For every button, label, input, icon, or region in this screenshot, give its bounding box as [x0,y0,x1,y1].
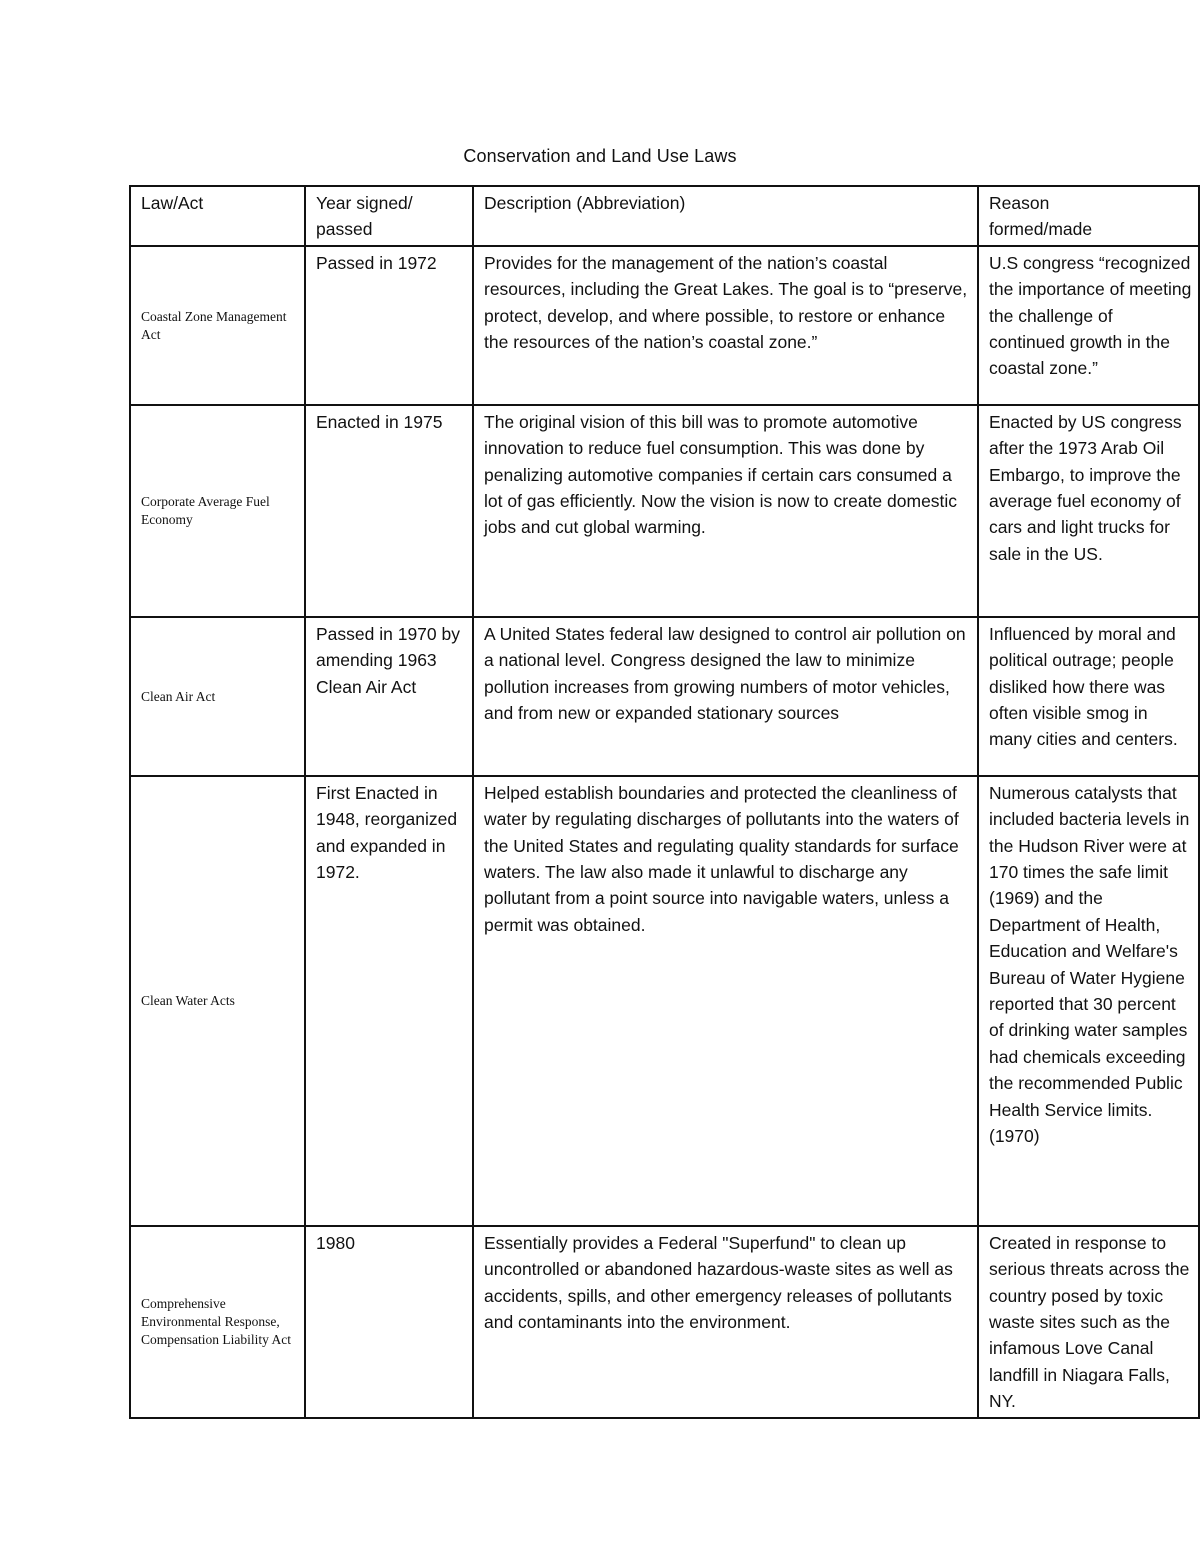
law-name-cell [130,405,305,617]
header-year [305,186,473,246]
reason-cell [978,1226,1199,1418]
law-description: Provides for the management of the nation’s coastal resources, including the Great Lakes. The goal is to “preserve, protect, develop, and where possible, to restore or enhance the resources of the nation’s coastal zone.” [484,252,968,353]
law-reason: Influenced by moral and political outrage; people disliked how there was often visible smog in many cities and centers. [989,623,1178,750]
description-cell [473,246,978,405]
year-cell [305,405,473,617]
law-name: Comprehensive Environmental Response, Compensation Liability Act [141,1296,291,1348]
header-reason [978,186,1199,246]
law-year: Passed in 1972 [316,252,437,273]
table-row [130,776,1199,1226]
header-year-label: Year signed/ passed [316,193,413,240]
law-reason: Numerous catalysts that included bacteria levels in the Hudson River were at 170 times the safe limit (1969) and the Department of Health, Education and Welfare's Bureau of Water Hygiene reported that 30 percent of drinking water samples had chemicals exceeding the recommended Public Health Service limits.(1970) [989,782,1190,1147]
year-cell [305,1226,473,1418]
year-cell [305,246,473,405]
year-cell [305,776,473,1226]
header-law [130,186,305,246]
law-reason: Enacted by US congress after the 1973 Arab Oil Embargo, to improve the average fuel economy of cars and light trucks for sale in the US. [989,411,1182,564]
law-name-cell [130,246,305,405]
reason-cell [978,246,1199,405]
description-cell [473,1226,978,1418]
law-year: Enacted in 1975 [316,411,443,432]
header-description-label: Description (Abbreviation) [484,193,686,213]
law-reason: U.S congress “recognized the importance of meeting the challenge of continued growth in the coastal zone.” [989,252,1192,379]
law-name-cell [130,617,305,776]
table-row [130,246,1199,405]
law-description: A United States federal law designed to control air pollution on a national level. Congress designed the law to minimize pollution increases from growing numbers of motor vehicles, and from new or expanded stationary sources [484,623,966,724]
table-row [130,1226,1199,1418]
law-name-cell [130,1226,305,1418]
law-year: Passed in 1970 by amending 1963 Clean Air Act [316,623,460,697]
law-description: The original vision of this bill was to promote automotive innovation to reduce fuel consumption. This was done by penalizing automotive companies if certain cars consumed a lot of gas efficiently. Now the vision is now to create domestic jobs and cut global warming. [484,411,958,538]
law-name: Corporate Average Fuel Economy [141,494,270,528]
reason-cell [978,776,1199,1226]
law-reason: Created in response to serious threats across the country posed by toxic waste sites such as the infamous Love Canal landfill in Niagara Falls, NY. [989,1232,1190,1412]
page-title: Conservation and Land Use Laws [463,146,737,166]
law-year: First Enacted in 1948, reorganized and expanded in 1972. [316,782,458,883]
law-year: 1980 [316,1232,355,1253]
header-description [473,186,978,246]
laws-table [129,185,1200,1419]
description-cell [473,405,978,617]
description-cell [473,617,978,776]
table-row [130,405,1199,617]
header-law-label: Law/Act [141,193,204,213]
law-description: Helped establish boundaries and protected the cleanliness of water by regulating discharges of pollutants into the waters of the United States and regulating quality standards for surface waters. The law also made it unlawful to discharge any pollutant from a point source into navigable waters, unless a permit was obtained. [484,782,959,935]
header-reason-label: Reason formed/made [989,193,1093,240]
reason-cell [978,617,1199,776]
table-row [130,617,1199,776]
description-cell [473,776,978,1226]
law-name: Coastal Zone Management Act [141,308,287,342]
table-header-row [130,186,1199,246]
reason-cell [978,405,1199,617]
law-name-cell [130,776,305,1226]
law-description: Essentially provides a Federal "Superfund" to clean up uncontrolled or abandoned hazardous-waste sites as well as accidents, spills, and other emergency releases of pollutants and contaminants into the environment. [484,1232,953,1333]
law-name: Clean Water Acts [141,993,235,1009]
law-name: Clean Air Act [141,688,216,704]
year-cell [305,617,473,776]
